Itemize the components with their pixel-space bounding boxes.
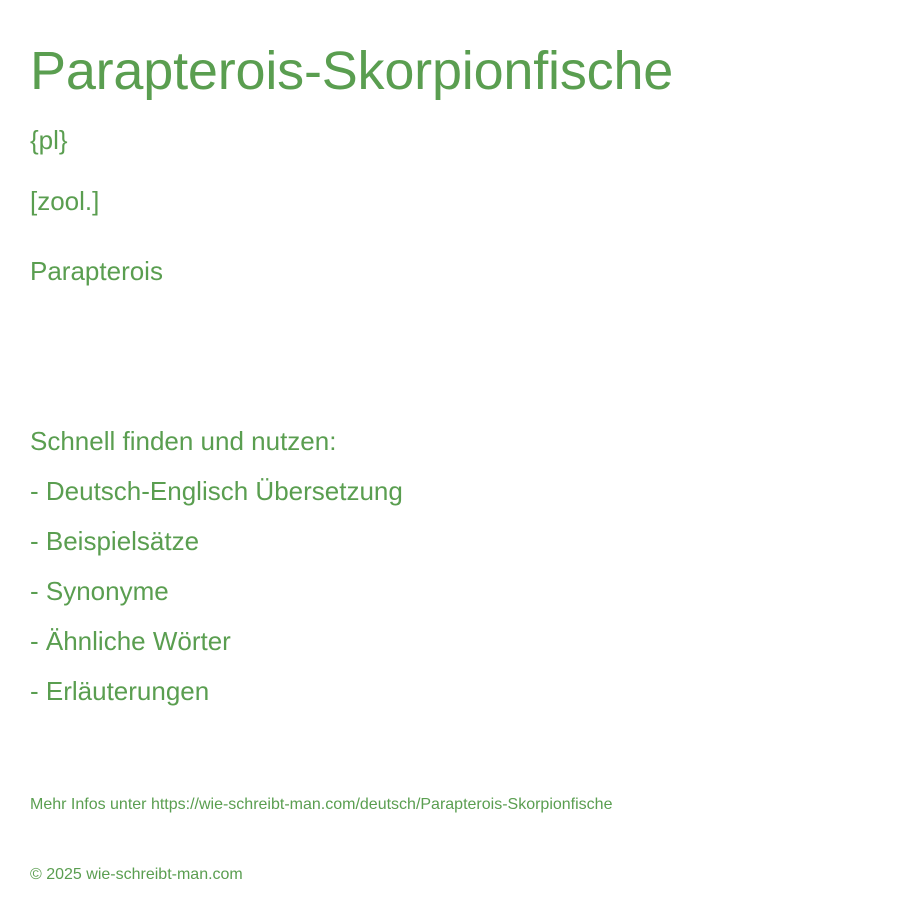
page-title: Parapterois-Skorpionfische xyxy=(30,41,674,101)
feature-item-explanations: - Erläuterungen xyxy=(30,676,210,706)
feature-item-examples: - Beispielsätze xyxy=(30,526,200,556)
more-info-link[interactable]: Mehr Infos unter https://wie-schreibt-man.com/deutsch/Parapterois-Skorpionfische xyxy=(30,796,613,813)
copyright-text: © 2025 wie-schreibt-man.com xyxy=(30,866,243,883)
domain-label: [zool.] xyxy=(30,186,100,216)
grammar-label: {pl} xyxy=(30,125,68,155)
translation-text: Parapterois xyxy=(30,256,163,286)
feature-item-synonyms: - Synonyme xyxy=(30,576,169,606)
feature-item-similar-words: - Ähnliche Wörter xyxy=(30,626,231,656)
features-heading: Schnell finden und nutzen: xyxy=(30,426,337,456)
feature-item-translation: - Deutsch-Englisch Übersetzung xyxy=(30,476,403,506)
